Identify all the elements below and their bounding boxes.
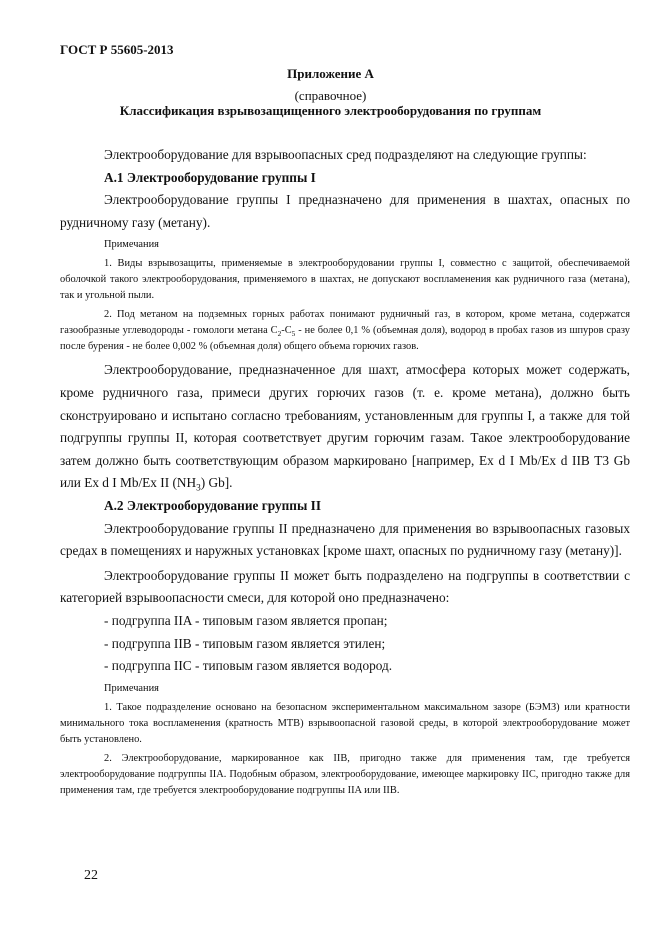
list-item-iia: - подгруппа IIA - типовым газом является пропан; xyxy=(104,612,388,628)
section-2-paragraph-1: Электрооборудование группы II предназначено для применения во взрывоопасных газовых средах в помещениях и наружных установках [кроме шахт, опасных по рудничному газу (метану)]. xyxy=(60,520,630,559)
section-1-title: А.1 Электрооборудование группы I xyxy=(104,169,316,185)
section-2-note-2: 2. Электрооборудование, маркированное как IIB, пригодно также для применения там, где требуется электрооборудование подгруппы IIA. Подобным образом, электрооборудование, имеющее маркировку IIC, пригодно также для применения там, где требуется электрооборудование подгруппы IIA или IIB. xyxy=(60,752,630,796)
section-1-note-1: 1. Виды взрывозащиты, применяемые в электрооборудовании группы I, совместно с защитой, обеспечиваемой оболочкой такого электрооборудования, применяемого в шахтах, не допускают воспламенения как рудничного газа (метана), так и угольной пыли. xyxy=(60,258,630,302)
page-number: 22 xyxy=(84,868,98,883)
intro-paragraph: Электрооборудование для взрывоопасных сред подразделяют на следующие группы: xyxy=(104,147,587,162)
document-body xyxy=(60,144,630,799)
section-1-note-2: 2. Под метаном на подземных горных работах понимают рудничный газ, в котором, кроме метана, содержатся газообразные углеводороды - гомологи метана $С_2-С_5$ - не более 0,1 % (объемная доля), водород в пробах газов из шпуров сразу после бурения - не более 0,002 % (объемная доля) общего объема горючих газов. xyxy=(60,309,630,353)
annex-heading: Классификация взрывозащищенного электрооборудования по группам xyxy=(119,103,542,118)
section-2-note-1: 1. Такое подразделение основано на безопасном экспериментальном максимальном зазоре (БЭМЗ) или кратности минимального тока воспламенения (кратность МТВ) взрывоопасной газовой среды, в которой электрооборудование может быть установлено. xyxy=(60,701,630,745)
section-1-paragraph-1: Электрооборудование группы I предназначено для применения в шахтах, опасных по рудничному газу (метану). xyxy=(60,192,630,230)
list-item-iib: - подгруппа IIB - типовым газом является этилен; xyxy=(104,635,386,651)
section-1-notes-title: Примечания xyxy=(104,239,159,251)
list-item-iic: - подгруппа IIC - типовым газом является водород. xyxy=(104,658,393,674)
section-2-title: А.2 Электрооборудование группы II xyxy=(104,497,322,513)
annex-subtitle: (справочное) xyxy=(294,88,367,103)
standard-header: ГОСТ Р 55605-2013 xyxy=(60,42,174,57)
section-1-paragraph-2: Электрооборудование, предназначенное для шахт, атмосфера которых может содержать, кроме рудничного газа, примеси других горючих газов (т. е. кроме метана), должно быть сконструировано и испытано согласно требованиям, установленным для группы I, а также для той подгруппы группы II, которая соответствует другим горючим газам. Такое электрооборудование затем должно быть соответствующим образом маркировано [например, Ex d I Mb/Ex d IIB T3 Gb или Ex d I Mb/Ex II $(NH_3)$ Gb]. xyxy=(60,362,630,494)
section-2-notes-title: Примечания xyxy=(104,682,159,694)
section-2-paragraph-2: Электрооборудование группы II может быть подразделено на подгруппы в соответствии с категорией взрывоопасности смеси, для которой оно предназначено: xyxy=(60,567,630,606)
annex-title: Приложение А xyxy=(287,66,374,81)
